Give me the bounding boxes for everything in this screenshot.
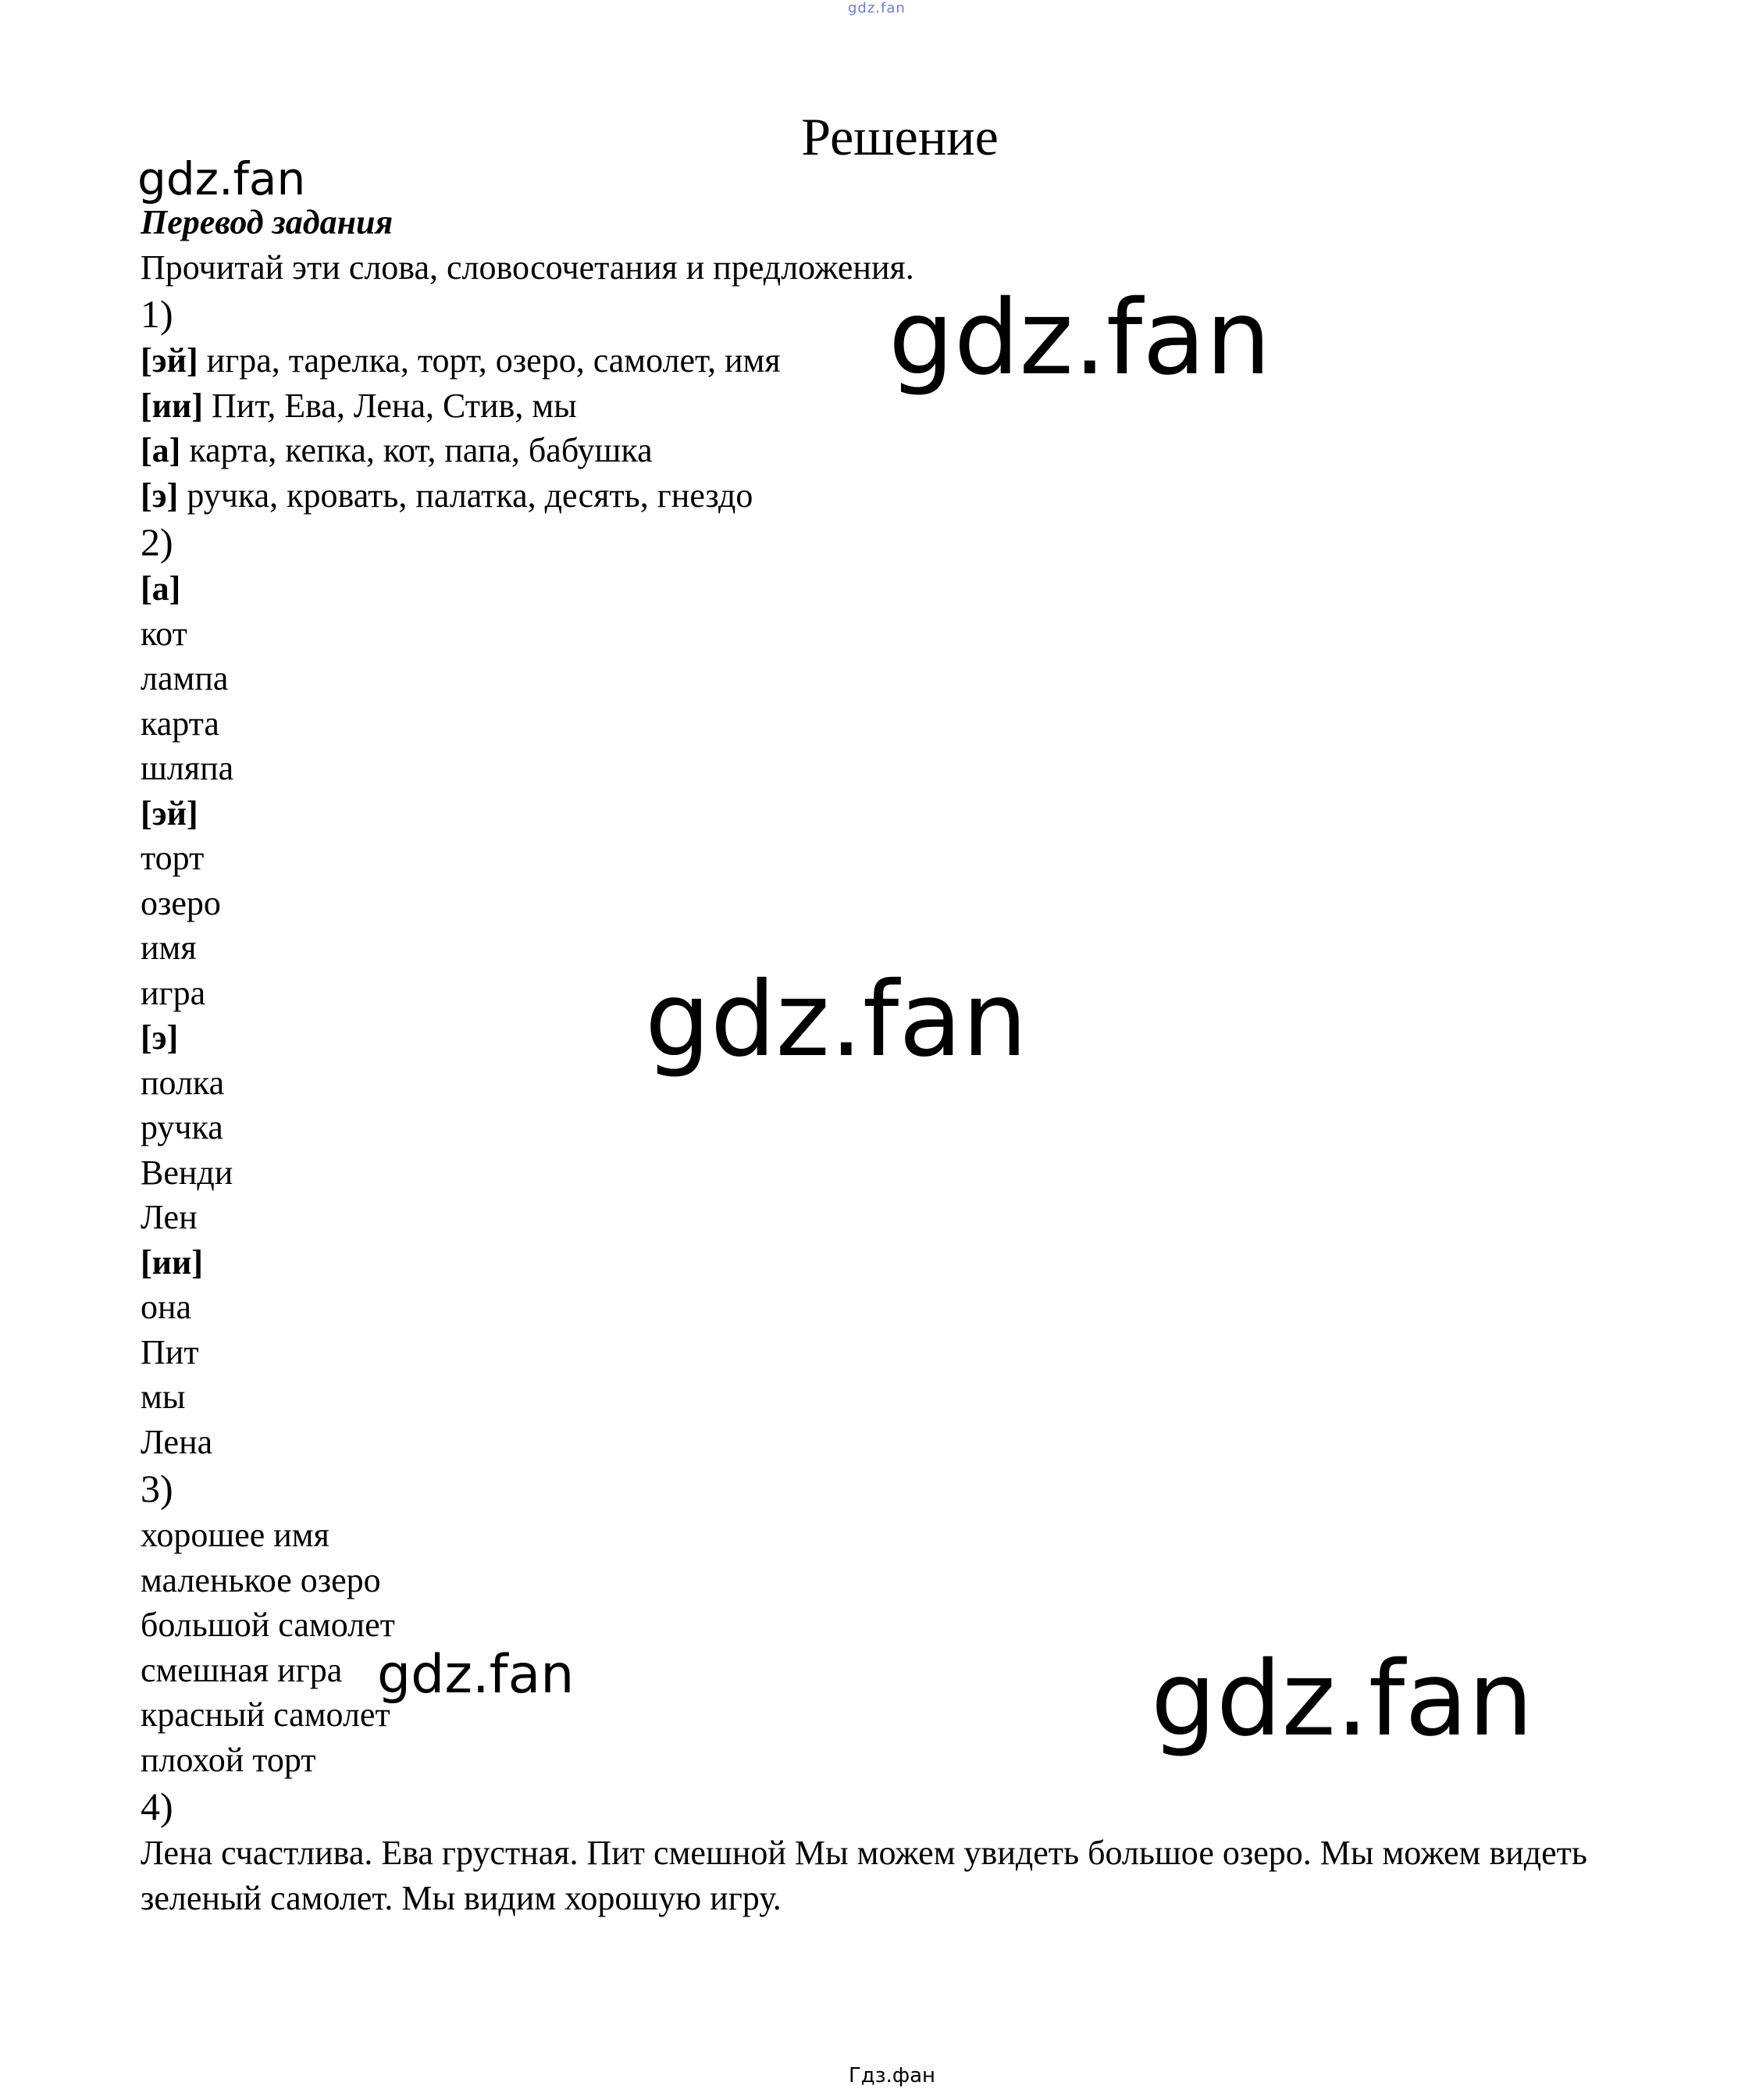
- phrase-item: хорошее имя: [141, 1516, 329, 1554]
- phrase-item: маленькое озеро: [141, 1560, 381, 1599]
- top-watermark: gdz.fan: [848, 0, 906, 16]
- sound-tag: [эй]: [141, 341, 198, 380]
- part-number: 2): [141, 520, 173, 564]
- part-number: 4): [141, 1784, 173, 1828]
- word-item: полка: [141, 1063, 225, 1102]
- sound-tag: [э]: [141, 476, 179, 515]
- word-item: Пит: [141, 1332, 199, 1371]
- word-item: мы: [141, 1378, 186, 1416]
- page-footer: Гдз.фан: [848, 2064, 936, 2088]
- part-number: 1): [141, 292, 173, 336]
- section-heading: Перевод задания: [141, 203, 394, 241]
- word-item: имя: [141, 929, 197, 967]
- sound-tag: [а]: [141, 569, 181, 608]
- sound-tag: [а]: [141, 431, 181, 469]
- word-item: ручка: [141, 1108, 223, 1146]
- sound-row: [141, 338, 1624, 383]
- sentences-paragraph: Лена счастлива. Ева грустная. Пит смешной Мы можем увидеть большое озеро. Мы можем видеть зеленый самолет. Мы видим хорошую игру.: [141, 1834, 1587, 1917]
- phrase-item: красный самолет: [141, 1695, 390, 1734]
- word-item: лампа: [141, 659, 229, 697]
- word-item: шляпа: [141, 749, 234, 787]
- sound-tag: [ии]: [141, 386, 204, 425]
- watermark: gdz.fan: [1151, 1639, 1533, 1760]
- watermark: gdz.fan: [645, 960, 1027, 1080]
- watermark: gdz.fan: [377, 1644, 575, 1706]
- word-item: кот: [141, 614, 187, 653]
- document-body: [141, 200, 1624, 1921]
- phrase-item: большой самолет: [141, 1606, 395, 1644]
- word-item: игра: [141, 973, 206, 1012]
- sound-row: [141, 473, 1624, 519]
- watermark: gdz.fan: [889, 278, 1271, 398]
- page-title: Решение: [801, 107, 999, 166]
- word-list: карта, кепка, кот, папа, бабушка: [180, 431, 653, 469]
- word-list: Пит, Ева, Лена, Стив, мы: [203, 386, 577, 425]
- sound-tag: [э]: [141, 1018, 179, 1057]
- word-item: Венди: [141, 1153, 233, 1192]
- sound-tag: [ии]: [141, 1243, 204, 1282]
- word-list: игра, тарелка, торт, озеро, самолет, имя: [198, 341, 781, 380]
- word-item: она: [141, 1288, 192, 1326]
- part-number: 3): [141, 1467, 173, 1510]
- sound-row: [141, 383, 1624, 429]
- word-item: Лена: [141, 1422, 213, 1461]
- phrase-item: смешная игра: [141, 1650, 343, 1689]
- word-list: ручка, кровать, палатка, десять, гнездо: [178, 476, 753, 515]
- word-item: Лен: [141, 1198, 198, 1236]
- word-item: торт: [141, 839, 205, 877]
- sound-tag: [эй]: [141, 793, 198, 833]
- word-item: карта: [141, 704, 219, 743]
- phrase-item: плохой торт: [141, 1740, 316, 1779]
- word-item: озеро: [141, 883, 221, 922]
- sound-row: [141, 428, 1624, 473]
- watermark: gdz.fan: [137, 152, 306, 205]
- instruction-text: Прочитай эти слова, словосочетания и предложения.: [141, 248, 914, 287]
